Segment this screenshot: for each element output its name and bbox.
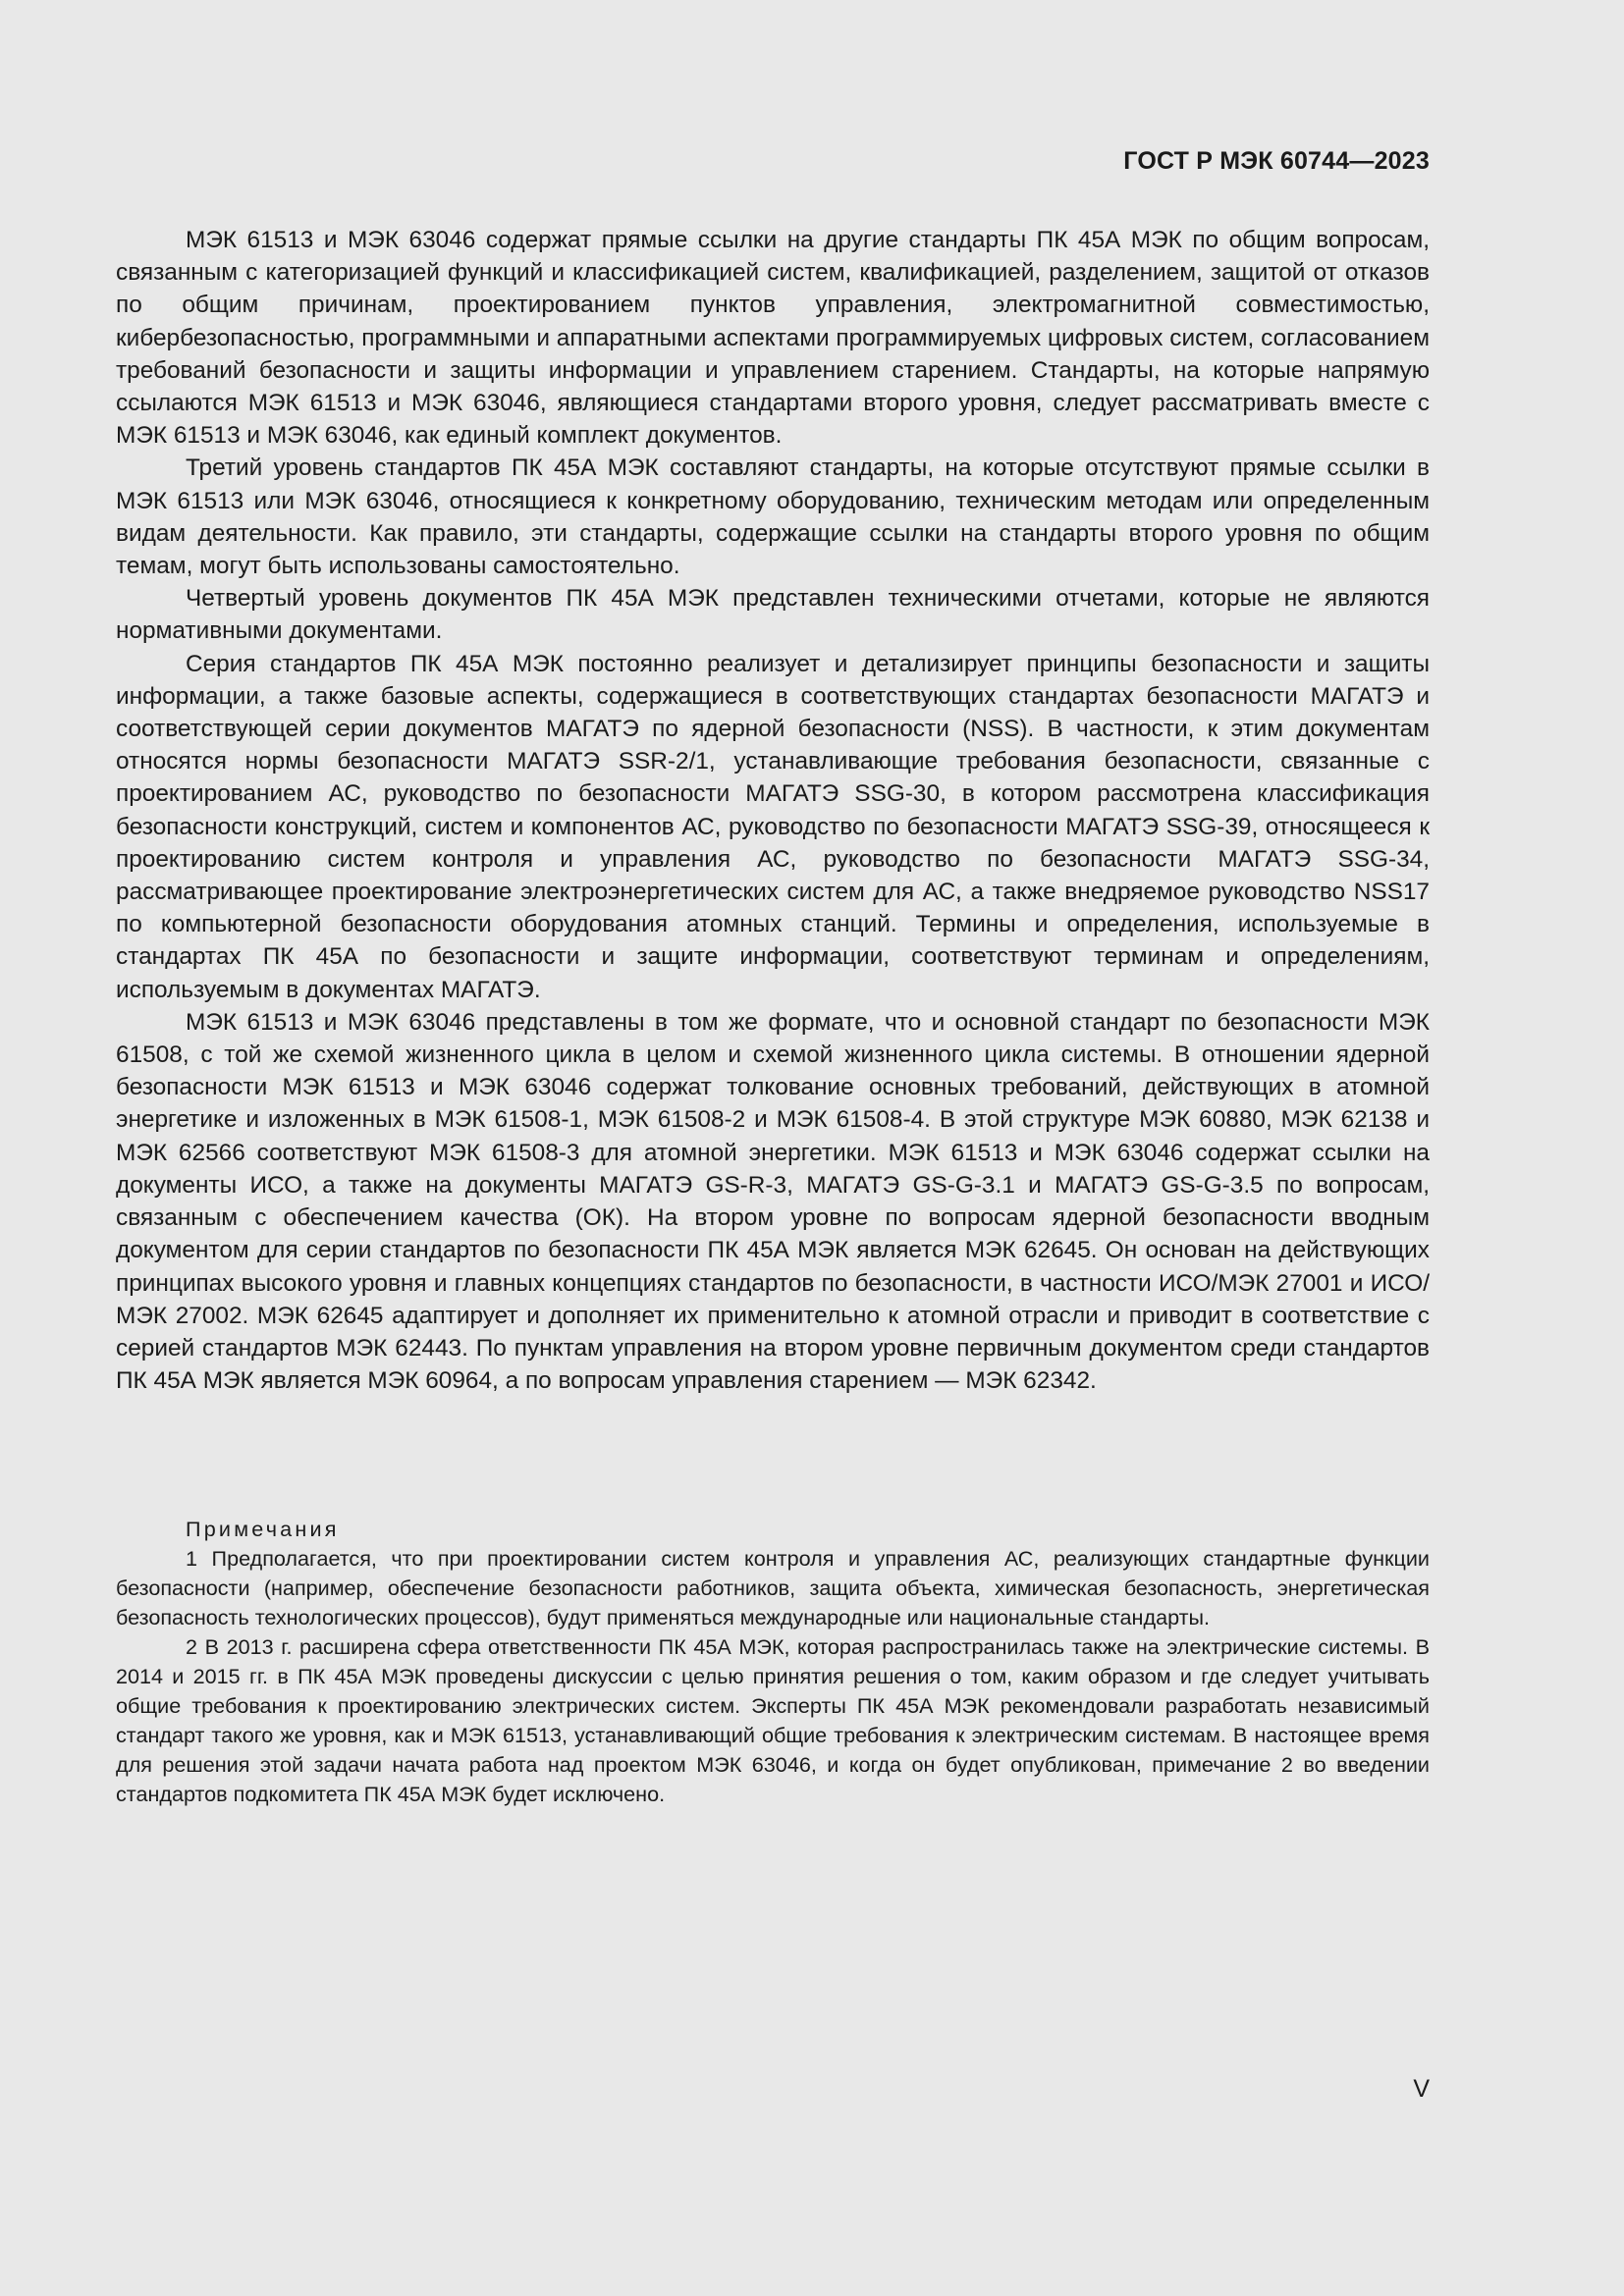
standard-designation-header: ГОСТ Р МЭК 60744—2023 bbox=[1123, 147, 1430, 175]
notes-section bbox=[116, 1515, 1430, 1809]
paragraph-second-level-standards: МЭК 61513 и МЭК 63046 содержат прямые ссылки на другие стандарты ПК 45А МЭК по общим вопросам, связанным с категоризацией функций и классификацией систем, квалификацией, разделением, защитой от отказов по общим причинам, проектированием пунктов управления, электромагнитной совместимостью, кибербезопасностью, программными и аппаратными аспектами программируемых цифровых систем, согласованием требований безопасности и защиты информации и управлением старением. Стандарты, на которые напрямую ссылаются МЭК 61513 и МЭК 63046, являющиеся стандартами второго уровня, следует рассматривать вместе с МЭК 61513 и МЭК 63046, как единый комплект документов. bbox=[116, 227, 1430, 450]
paragraph-iec-61508-format: МЭК 61513 и МЭК 63046 представлены в том же формате, что и основной стандарт по безопасности МЭК 61508, с той же схемой жизненного цикла в целом и схемой жизненного цикла системы. В отношении ядерной безопасности МЭК 61513 и МЭК 63046 содержат толкование основных требований, действующих в атомной энергетике и изложенных в МЭК 61508-1, МЭК 61508-2 и МЭК 61508-4. В этой структуре МЭК 60880, МЭК 62138 и МЭК 62566 соответствуют МЭК 61508-3 для атомной энергетики. МЭК 61513 и МЭК 63046 содержат ссылки на документы ИСО, а также на документы МАГАТЭ GS-R-3, МАГАТЭ GS-G-3.1 и МАГАТЭ GS-G-3.5 по вопросам, связанным с обеспечением качества (ОК). На втором уровне по вопросам ядерной безопасности вводным документом для серии стандартов по безопасности ПК 45А МЭК является МЭК 62645. Он основан на действующих принципах высокого уровня и главных концепциях стандартов по безопасности, в частности ИСО/МЭК 27001 и ИСО/МЭК 27002. МЭК 62645 адаптирует и дополняет их применительно к атомной отрасли и приводит в соответствие с серией стандартов МЭК 62443. По пунктам управления на втором уровне первичным документом среди стандартов ПК 45А МЭК является МЭК 60964, а по вопросам управления старением — МЭК 62342. bbox=[116, 1008, 1430, 1395]
note-item-2: 2 В 2013 г. расширена сфера ответственности ПК 45А МЭК, которая распространилась также на электрические системы. В 2014 и 2015 гг. в ПК 45А МЭК проведены дискуссии с целью принятия решения о том, каким образом и где следует учитывать общие требования к проектированию электрических систем. Эксперты ПК 45А МЭК рекомендовали разработать независимый стандарт такого же уровня, как и МЭК 61513, устанавливающий общие требования к электрическим системам. В настоящее время для решения этой задачи начата работа над проектом МЭК 63046, и когда он будет опубликован, примечание 2 во введении стандартов подкомитета ПК 45А МЭК будет исключено. bbox=[116, 1634, 1430, 1806]
introduction-body bbox=[116, 224, 1430, 1397]
notes-title: Примечания bbox=[186, 1517, 340, 1541]
page-number: V bbox=[1413, 2075, 1430, 2103]
paragraph-fourth-level-documents: Четвертый уровень документов ПК 45А МЭК представлен техническими отчетами, которые не являются нормативными документами. bbox=[116, 585, 1430, 645]
paragraph-iaea-principles: Серия стандартов ПК 45А МЭК постоянно реализует и детализирует принципы безопасности и защиты информации, а также базовые аспекты, содержащиеся в соответствующих стандартах безопасности МАГАТЭ и соответствующей серии документов МАГАТЭ по ядерной безопасности (NSS). В частности, к этим документам относятся нормы безопасности МАГАТЭ SSR-2/1, устанавливающие требования безопасности, связанные с проектированием АС, руководство по безопасности МАГАТЭ SSG-30, в котором рассмотрена классификация безопасности конструкций, систем и компонентов АС, руководство по безопасности МАГАТЭ SSG-39, относящееся к проектированию систем контроля и управления АС, руководство по безопасности МАГАТЭ SSG-34, рассматривающее проектирование электроэнергетических систем для АС, а также внедряемое руководство NSS17 по компьютерной безопасности оборудования атомных станций. Термины и определения, используемые в стандартах ПК 45А по безопасности и защите информации, соответствуют терминам и определениям, используемым в документах МАГАТЭ. bbox=[116, 650, 1430, 1003]
paragraph-third-level-standards: Третий уровень стандартов ПК 45А МЭК составляют стандарты, на которые отсутствуют прямые ссылки в МЭК 61513 или МЭК 63046, относящиеся к конкретному оборудованию, техническим методам или определенным видам деятельности. Как правило, эти стандарты, содержащие ссылки на стандарты второго уровня по общим темам, могут быть использованы самостоятельно. bbox=[116, 454, 1430, 580]
note-item-1: 1 Предполагается, что при проектировании систем контроля и управления АС, реализующих стандартные функции безопасности (например, обеспечение безопасности работников, защита объекта, химическая безопасность, энергетическая безопасность технологических процессов), будут применяться международные или национальные стандарты. bbox=[116, 1546, 1430, 1629]
